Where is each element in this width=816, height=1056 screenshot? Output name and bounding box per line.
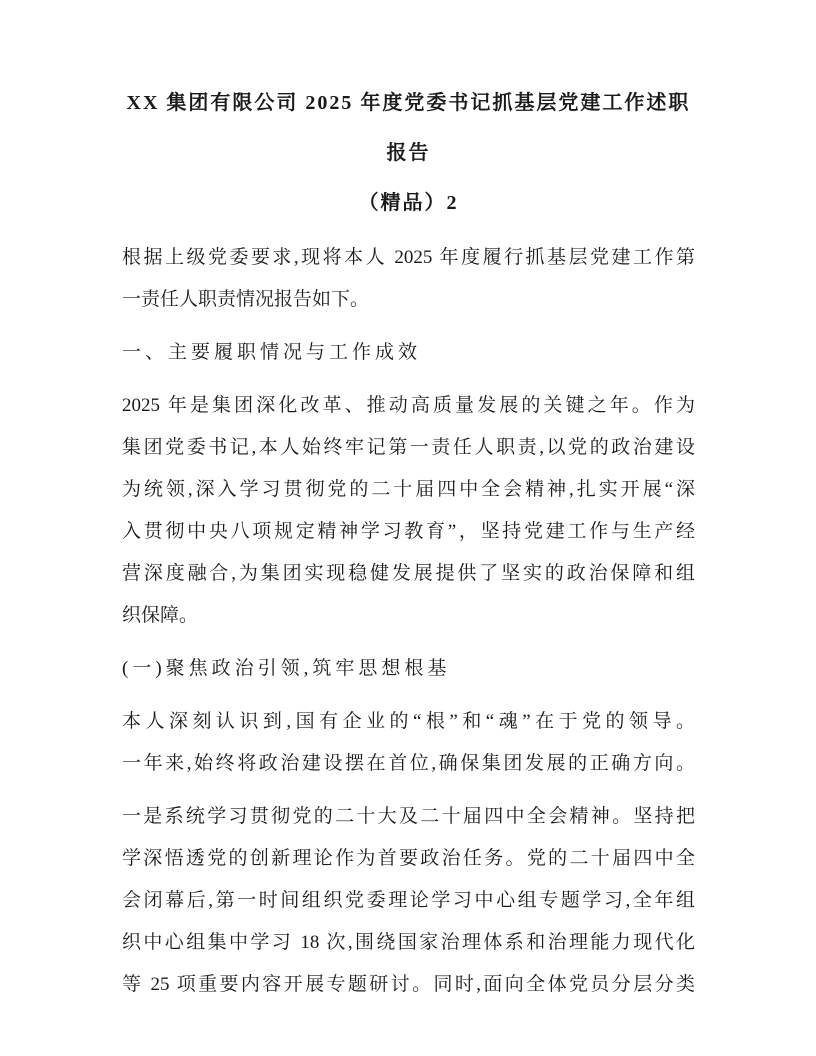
paragraph-section-1-overview bbox=[122, 385, 695, 637]
text-line: 2025 年是集团深化改革、推动高质量发展的关键之年。作为 bbox=[122, 395, 695, 416]
paragraph-opening bbox=[122, 237, 695, 321]
text-line: 入贯彻中央八项规定精神学习教育”，坚持党建工作与生产经 bbox=[122, 521, 695, 542]
text-line: (一)聚焦政治引领,筑牢思想根基 bbox=[122, 658, 451, 679]
text-line: 本人深刻认识到,国有企业的“根”和“魂”在于党的领导。 bbox=[122, 711, 695, 732]
document-title-line-2: （精品）2 bbox=[358, 192, 459, 214]
text-line: 等 25 项重要内容开展专题研讨。同时,面向全体党员分层分类 bbox=[122, 974, 695, 995]
section-heading-1 bbox=[122, 332, 695, 374]
text-line: 织保障。 bbox=[122, 605, 199, 626]
text-line: 根据上级党委要求,现将本人 2025 年度履行抓基层党建工作第 bbox=[122, 247, 695, 268]
text-line: 一年来,始终将政治建设摆在首位,确保集团发展的正确方向。 bbox=[122, 753, 695, 774]
text-line: 营深度融合,为集团实现稳健发展提供了坚实的政治保障和组 bbox=[122, 563, 695, 584]
text-line: 织中心组集中学习 18 次,围绕国家治理体系和治理能力现代化 bbox=[122, 932, 695, 953]
text-line: 集团党委书记,本人始终牢记第一责任人职责,以党的政治建设 bbox=[122, 437, 695, 458]
text-line: 一责任人职责情况报告如下。 bbox=[122, 289, 370, 310]
paragraph-theory-learning bbox=[122, 796, 695, 1006]
document-title-line-1: XX 集团有限公司 2025 年度党委书记抓基层党建工作述职报告 bbox=[126, 92, 691, 164]
text-line: 学深悟透党的创新理论作为首要政治任务。党的二十届四中全 bbox=[122, 848, 695, 869]
document-title bbox=[122, 78, 695, 228]
text-line: 会闭幕后,第一时间组织党委理论学习中心组专题学习,全年组 bbox=[122, 890, 695, 911]
subsection-heading-1-1 bbox=[122, 648, 695, 690]
paragraph-political-leadership bbox=[122, 701, 695, 785]
text-line: 为统领,深入学习贯彻党的二十届四中全会精神,扎实开展“深 bbox=[122, 479, 695, 500]
text-line: 一、主要履职情况与工作成效 bbox=[122, 342, 422, 363]
text-line: 一是系统学习贯彻党的二十大及二十届四中全会精神。坚持把 bbox=[122, 806, 695, 827]
